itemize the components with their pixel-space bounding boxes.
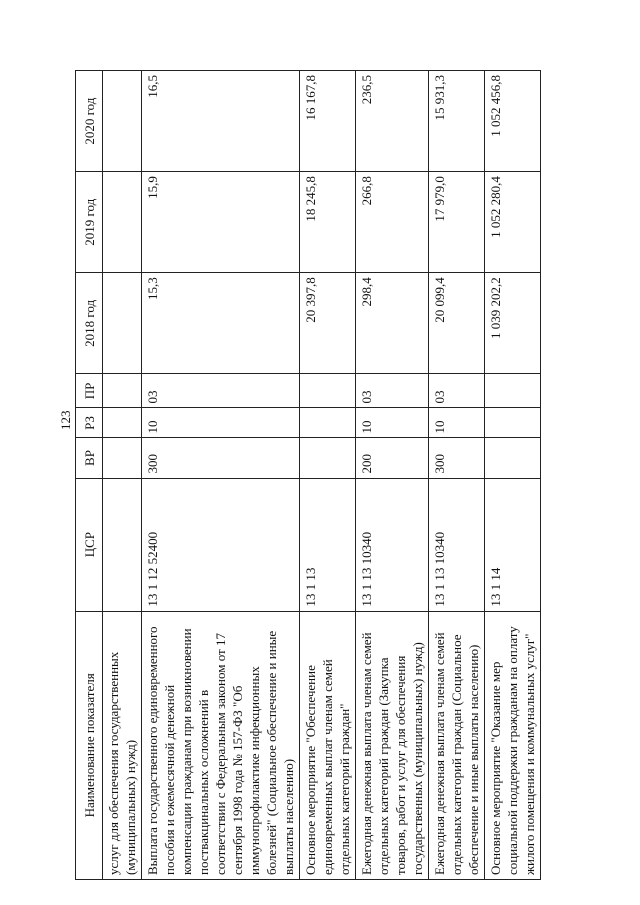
cell-name: Ежегодная денежная выплата членам семей отдельных категорий граждан (Закупка товаров, работ и услуг для обеспечения государственных (муниципальных) нужд) xyxy=(356,611,429,879)
cell-name: услуг для обеспечения государственных (муниципальных) нужд) xyxy=(103,611,142,879)
cell-rz: 10 xyxy=(142,408,300,438)
header-csr: ЦСР xyxy=(76,478,103,611)
table-row xyxy=(356,71,429,880)
cell-2018: 20 099,4 xyxy=(429,273,485,374)
cell-pr: 03 xyxy=(429,374,485,408)
cell-rz xyxy=(103,408,142,438)
cell-2018: 15,3 xyxy=(142,273,300,374)
cell-vr: 300 xyxy=(429,438,485,478)
cell-csr: 13 1 13 10340 xyxy=(356,478,429,611)
page-number: 123 xyxy=(58,410,73,430)
header-2020: 2020 год xyxy=(76,71,103,172)
cell-2019: 266,8 xyxy=(356,172,429,273)
cell-name: Основное мероприятие "Оказание мер социальной поддержки гражданам на оплату жилого помещения и коммунальных услуг" xyxy=(485,611,541,879)
cell-vr xyxy=(103,438,142,478)
rotated-page xyxy=(75,70,555,880)
cell-name: Выплата государственного единовременного пособия и ежемесячной денежной компенсации гражданам при возникновении поствакцинальных осложнений в соответствии с Федеральным законом от 17 сентября 1998 года № 157-ФЗ "Об иммунопрофилактике инфекционных болезней" (Социальное обеспечение и иные выплаты населению) xyxy=(142,611,300,879)
table-row xyxy=(142,71,300,880)
cell-vr: 300 xyxy=(142,438,300,478)
cell-rz xyxy=(485,408,541,438)
cell-csr: 13 1 12 52400 xyxy=(142,478,300,611)
cell-2019: 1 052 280,4 xyxy=(485,172,541,273)
table-row xyxy=(300,71,356,880)
header-2018: 2018 год xyxy=(76,273,103,374)
cell-2018: 1 039 202,2 xyxy=(485,273,541,374)
header-pr: ПР xyxy=(76,374,103,408)
header-rz: РЗ xyxy=(76,408,103,438)
cell-pr xyxy=(300,374,356,408)
table-row xyxy=(429,71,485,880)
cell-csr: 13 1 13 xyxy=(300,478,356,611)
cell-vr xyxy=(300,438,356,478)
cell-2018: 20 397,8 xyxy=(300,273,356,374)
cell-vr: 200 xyxy=(356,438,429,478)
cell-csr: 13 1 14 xyxy=(485,478,541,611)
header-name: Наименование показателя xyxy=(76,611,103,879)
table-row xyxy=(485,71,541,880)
cell-pr xyxy=(103,374,142,408)
cell-rz xyxy=(300,408,356,438)
cell-pr: 03 xyxy=(142,374,300,408)
cell-2019: 18 245,8 xyxy=(300,172,356,273)
cell-2019: 17 979,0 xyxy=(429,172,485,273)
cell-name: Основное мероприятие "Обеспечение единовременных выплат членам семей отдельных категорий граждан" xyxy=(300,611,356,879)
cell-2019 xyxy=(103,172,142,273)
header-row xyxy=(76,71,103,880)
cell-pr xyxy=(485,374,541,408)
cell-2020: 16 167,8 xyxy=(300,71,356,172)
cell-vr xyxy=(485,438,541,478)
cell-rz: 10 xyxy=(429,408,485,438)
cell-pr: 03 xyxy=(356,374,429,408)
cell-2020: 1 052 456,8 xyxy=(485,71,541,172)
cell-2018: 298,4 xyxy=(356,273,429,374)
header-2019: 2019 год xyxy=(76,172,103,273)
cell-2020: 15 931,3 xyxy=(429,71,485,172)
cell-2018 xyxy=(103,273,142,374)
cell-2020 xyxy=(103,71,142,172)
cell-csr xyxy=(103,478,142,611)
cell-2020: 16,5 xyxy=(142,71,300,172)
cell-csr: 13 1 13 10340 xyxy=(429,478,485,611)
cell-2019: 15,9 xyxy=(142,172,300,273)
cell-rz: 10 xyxy=(356,408,429,438)
table-row xyxy=(103,71,142,880)
header-vr: ВР xyxy=(76,438,103,478)
cell-name: Ежегодная денежная выплата членам семей отдельных категорий граждан (Социальное обеспечение и иные выплаты населению) xyxy=(429,611,485,879)
budget-table xyxy=(75,70,541,880)
cell-2020: 236,5 xyxy=(356,71,429,172)
